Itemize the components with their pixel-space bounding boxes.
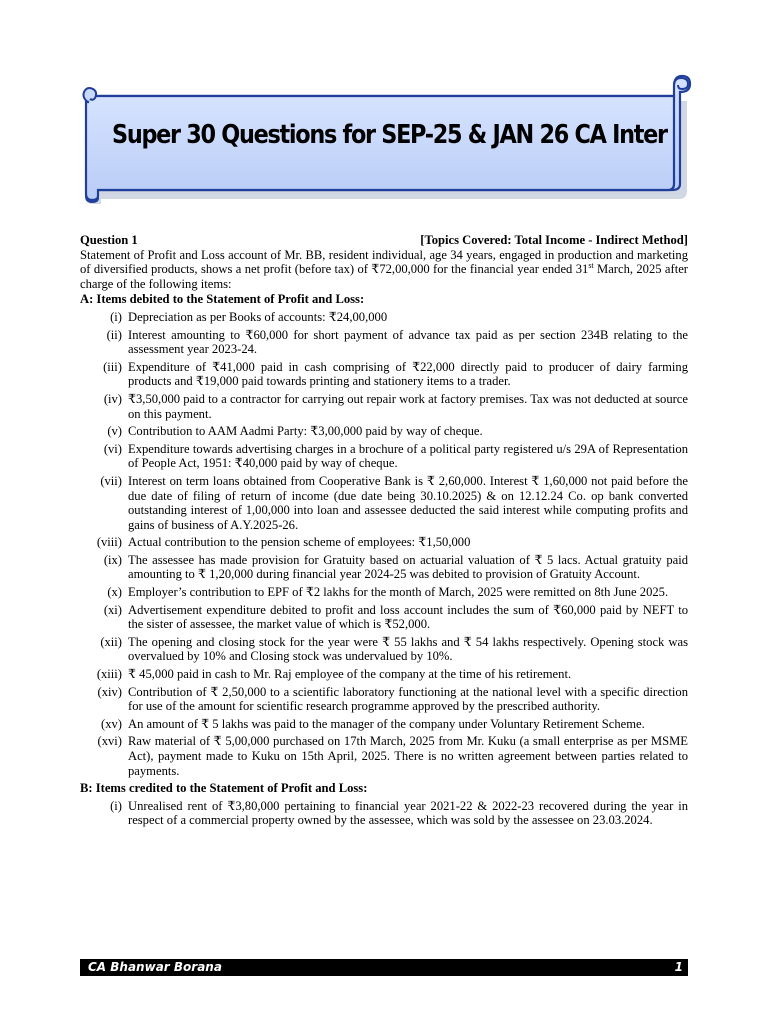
item-text: Expenditure towards advertising charges in a brochure of a political party registered u/s 29A of Representation of People Act, 1951: ₹40,000 paid by way of cheque. — [128, 441, 688, 471]
item-number: (viii) — [96, 535, 122, 550]
intro-sup: st — [588, 261, 594, 270]
item-number: (xii) — [100, 634, 122, 649]
section-b-heading: B: Items credited to the Statement of Profit and Loss: — [80, 781, 368, 796]
list-item — [80, 310, 688, 325]
item-number: (xiii) — [96, 667, 122, 682]
item-text: Raw material of ₹ 5,00,000 purchased on 17th March, 2025 from Mr. Kuku (a small enterprise as per MSME Act), payment made to Kuku on 15th April, 2025. There is no written agreement between parties related to payments. — [128, 734, 688, 778]
item-text: Unrealised rent of ₹3,80,000 pertaining to financial year 2021-22 & 2022-23 recovered during the year in respect of a commercial property owned by the assessee, which was sold by the assessee on 23.03.2024. — [128, 798, 688, 828]
list-item — [80, 635, 688, 664]
item-number: (xv) — [101, 716, 122, 731]
list-item — [80, 717, 688, 732]
item-text: ₹3,50,000 paid to a contractor for carrying out repair work at factory premises. Tax was not deducted at source on this payment. — [128, 391, 688, 421]
list-item — [80, 535, 688, 550]
item-text: Interest amounting to ₹60,000 for short payment of advance tax paid as per section 234B relating to the assessment year 2023-24. — [128, 327, 688, 357]
section-a-heading: A: Items debited to the Statement of Profit and Loss: — [80, 292, 365, 307]
question-label: Question 1 — [80, 233, 138, 247]
list-item — [80, 360, 688, 389]
list-item — [80, 424, 688, 439]
section-a-list — [80, 310, 688, 778]
item-text: Expenditure of ₹41,000 paid in cash comprising of ₹22,000 directly paid to producer of dairy farming products and ₹19,000 paid towards printing and stationery items to a trader. — [128, 359, 688, 389]
item-text: Advertisement expenditure debited to profit and loss account includes the sum of ₹60,000 paid by NEFT to the sister of assessee, the market value of which is ₹52,000. — [128, 602, 688, 632]
item-text: ₹ 45,000 paid in cash to Mr. Raj employee of the company at the time of his retirement. — [128, 667, 572, 682]
list-item — [80, 603, 688, 632]
question-intro — [80, 248, 688, 292]
question-content — [80, 233, 688, 828]
list-item — [80, 442, 688, 471]
item-number: (vi) — [103, 441, 122, 456]
footer-author: CA Bhanwar Borana — [88, 960, 222, 974]
item-number: (iii) — [103, 359, 122, 374]
page-footer — [80, 959, 688, 976]
item-text: Contribution of ₹ 2,50,000 to a scientific laboratory functioning at the national level with a specific direction for use of the amount for scientific research programme approved by the prescribed authority. — [128, 684, 688, 714]
list-item — [80, 667, 688, 682]
banner-title: Super 30 Questions for SEP-25 & JAN 26 CA Inter — [112, 120, 667, 150]
item-number: (i) — [110, 798, 122, 813]
item-number: (xi) — [103, 602, 122, 617]
item-number: (x) — [107, 585, 122, 600]
list-item — [80, 685, 688, 714]
item-text: Employer’s contribution to EPF of ₹2 lakhs for the month of March, 2025 were remitted on 8th June 2025. — [128, 585, 669, 600]
item-number: (xiv) — [97, 684, 122, 699]
item-text: Interest on term loans obtained from Cooperative Bank is ₹ 2,60,000. Interest ₹ 1,60,000 not paid before the due date of filing of return of income (due date being 30.10.2025) & on 12.12.24 Co. op bank converted outstanding interest of 1,00,000 into loan and assessee deducted the said interest while computing profits and gains of business of A.Y.2025-26. — [128, 473, 688, 532]
footer-page-number: 1 — [674, 960, 683, 974]
item-number: (xvi) — [97, 734, 122, 749]
item-text: Contribution to AAM Aadmi Party: ₹3,00,000 paid by way of cheque. — [128, 424, 483, 439]
item-number: (vii) — [100, 473, 122, 488]
item-number: (i) — [110, 309, 122, 324]
list-item — [80, 553, 688, 582]
item-number: (ix) — [103, 552, 122, 567]
intro-text-1: Statement of Profit and Loss account of Mr. BB, resident individual, age 34 years, engaged in production and marketing of diversified products, shows a net profit (before tax) of ₹72,00,000 for the financial year ended 31 — [80, 247, 688, 277]
item-number: (ii) — [106, 327, 122, 342]
section-b-list — [80, 799, 688, 828]
item-number: (iv) — [103, 391, 122, 406]
list-item — [80, 734, 688, 778]
item-number: (v) — [107, 424, 122, 439]
item-text: The assessee has made provision for Gratuity based on actuarial valuation of ₹ 5 lacs. Actual gratuity paid amounting to ₹ 1,20,000 during financial year 2024-25 was debited to provision of Gratuity Account. — [128, 552, 688, 582]
item-text: Actual contribution to the pension scheme of employees: ₹1,50,000 — [128, 535, 471, 550]
item-text: Depreciation as per Books of accounts: ₹24,00,000 — [128, 309, 388, 324]
intro-text-2: March, 2025 after charge of the following items: — [80, 262, 688, 291]
list-item — [80, 799, 688, 828]
list-item — [80, 392, 688, 421]
list-item — [80, 474, 688, 532]
list-item — [80, 585, 688, 600]
question-header — [80, 233, 688, 248]
item-text: An amount of ₹ 5 lakhs was paid to the manager of the company under Voluntary Retirement Scheme. — [128, 716, 645, 731]
question-topics: [Topics Covered: Total Income - Indirect Method] — [420, 233, 688, 247]
item-text: The opening and closing stock for the year were ₹ 55 lakhs and ₹ 54 lakhs respectively. Opening stock was overvalued by 10% and Closing stock was undervalued by 10%. — [128, 634, 688, 664]
list-item — [80, 328, 688, 357]
